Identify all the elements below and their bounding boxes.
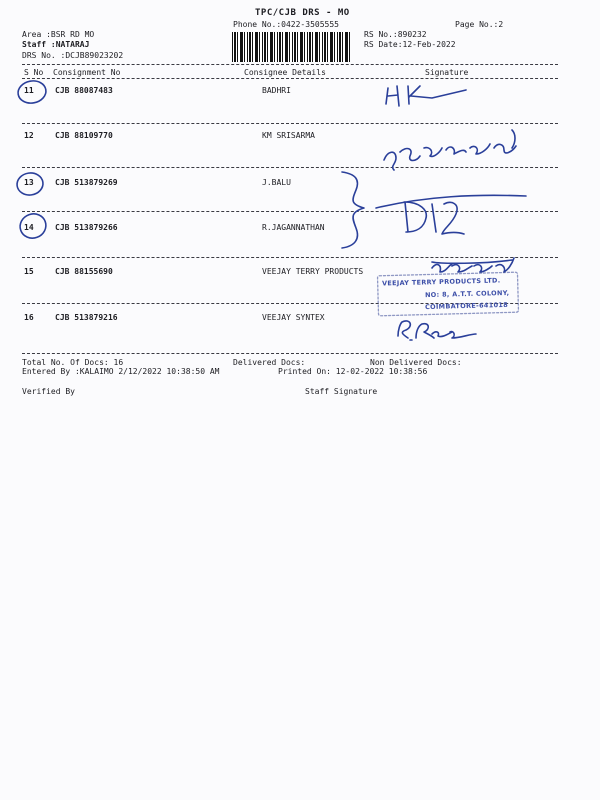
row-sno: 11 (24, 86, 34, 95)
document-title: TPC/CJB DRS - MO (255, 8, 350, 18)
row-consignment: CJB 513879269 (55, 178, 118, 187)
company-stamp-line2: NO: 8, A.T.T. COLONY, (424, 288, 510, 300)
column-sno: S No (24, 68, 44, 77)
circle-mark-icon (16, 171, 45, 196)
row-sno: 14 (24, 223, 34, 232)
staff-field: Staff :NATARAJ (22, 40, 90, 49)
circle-mark-icon (17, 210, 50, 241)
rs-number: RS No.:890232 (364, 30, 427, 39)
row-sno: 15 (24, 267, 34, 276)
circle-mark-icon (16, 79, 47, 106)
signature-d12-icon (376, 195, 526, 234)
printed-on: Printed On: 12-02-2022 10:38:56 (278, 367, 428, 376)
signature-row-12-icon (384, 130, 516, 170)
total-docs: Total No. Of Docs: 16 (22, 358, 124, 367)
company-stamp-line3: COIMBATORE-641018 (424, 300, 509, 312)
row-consignee: VEEJAY TERRY PRODUCTS (262, 267, 364, 276)
signature-row-11-icon (386, 86, 466, 106)
row-consignee: VEEJAY SYNTEX (262, 313, 325, 322)
company-stamp-line1: VEEJAY TERRY PRODUCTS LTD. (381, 276, 501, 288)
row-consignment: CJB 513879266 (55, 223, 118, 232)
delivered-docs: Delivered Docs: (233, 358, 306, 367)
row-consignee: BADHRI (262, 86, 291, 95)
signature-row-15-icon (432, 258, 514, 272)
row-sno: 16 (24, 313, 34, 322)
row-consignment: CJB 513879216 (55, 313, 118, 322)
row-sno: 12 (24, 131, 34, 140)
area-field: Area :BSR RD MO (22, 30, 95, 39)
page-number: Page No.:2 (455, 20, 504, 29)
row-sno: 13 (24, 178, 34, 187)
column-consignment: Consignment No (53, 68, 121, 77)
stamp-border-icon (378, 272, 519, 316)
row-consignment: CJB 88087483 (55, 86, 113, 95)
signature-row-16-icon (398, 321, 476, 340)
column-signature: Signature (425, 68, 469, 77)
rs-date: RS Date:12-Feb-2022 (364, 40, 456, 49)
row-consignment: CJB 88109770 (55, 131, 113, 140)
verified-by-label: Verified By (22, 387, 75, 396)
staff-signature-label: Staff Signature (305, 387, 378, 396)
entered-by: Entered By :KALAIMO 2/12/2022 10:38:50 AM (22, 367, 220, 376)
bracket-mark-icon (342, 172, 364, 248)
row-consignee: KM SRISARMA (262, 131, 315, 140)
drs-number: DRS No. :DCJB89023202 (22, 51, 124, 60)
row-consignee: J.BALU (262, 178, 291, 187)
phone-number: Phone No.:0422-3505555 (233, 20, 339, 29)
row-consignment: CJB 88155690 (55, 267, 113, 276)
column-consignee: Consignee Details (244, 68, 326, 77)
row-consignee: R.JAGANNATHAN (262, 223, 325, 232)
non-delivered-docs: Non Delivered Docs: (370, 358, 462, 367)
